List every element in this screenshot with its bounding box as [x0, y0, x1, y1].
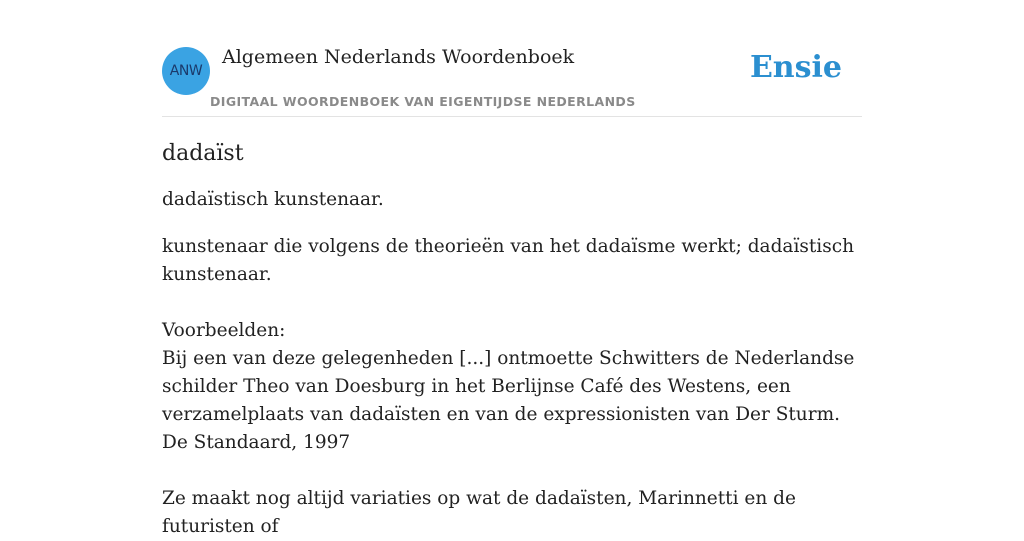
site-header: [162, 0, 862, 117]
example-source: De Standaard, 1997: [162, 432, 351, 453]
entry-headword: dadaïst: [162, 141, 244, 166]
full-definition-block: [162, 233, 862, 541]
example-text: Ze maakt nog altijd variaties op wat de dadaïsten, Marinnetti en de futuristen of: [162, 488, 796, 537]
site-subtitle: DIGITAAL WOORDENBOEK VAN EIGENTIJDSE NEDERLANDS: [210, 94, 636, 109]
short-definition: dadaïstisch kunstenaar.: [162, 189, 384, 210]
ensie-brand-logo[interactable]: Ensie: [749, 50, 842, 85]
examples-label: Voorbeelden:: [162, 320, 286, 341]
site-title[interactable]: Algemeen Nederlands Woordenboek: [222, 46, 575, 68]
entry-content: [162, 136, 862, 541]
full-definition: kunstenaar die volgens de theorieën van het dadaïsme werkt; dadaïstisch kunstenaar.: [162, 236, 854, 285]
example-text: Bij een van deze gelegenheden [...] ontmoette Schwitters de Nederlandse schilder Theo van Doesburg in het Berlijnse Café des Westens, een verzamelplaats van dadaïsten en van de expressionisten van Der Sturm.: [162, 348, 855, 425]
logo-text: ANW: [169, 63, 203, 79]
anw-logo[interactable]: [162, 47, 210, 95]
